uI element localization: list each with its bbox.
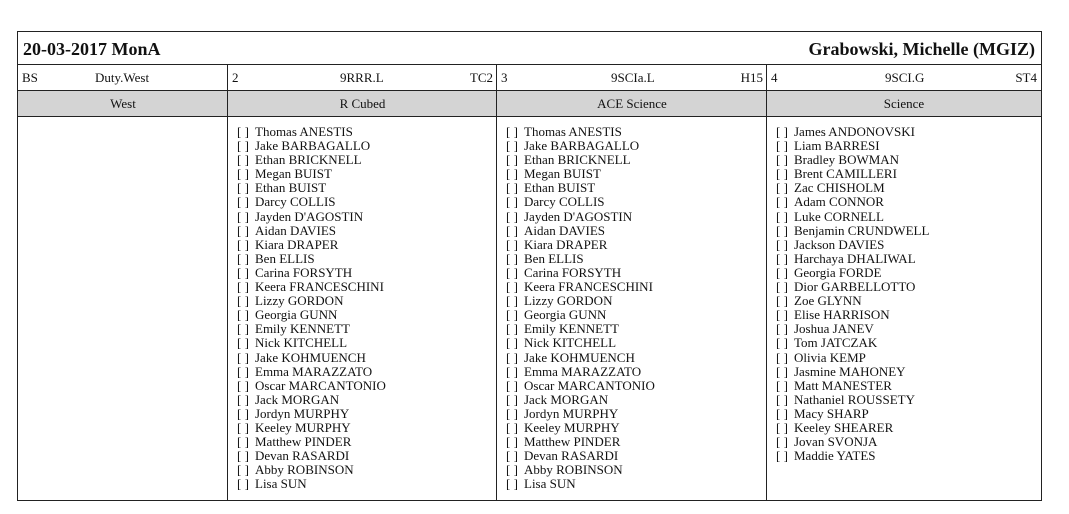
attendance-checkbox[interactable]: [ ] — [237, 307, 249, 323]
student-row — [237, 224, 386, 238]
student-name: Brent CAMILLERI — [794, 166, 897, 182]
class-name-cell-3 — [497, 91, 767, 116]
student-name: Jordyn MURPHY — [255, 405, 350, 421]
student-row — [237, 463, 386, 477]
student-name: Carina FORSYTH — [524, 264, 622, 280]
student-row — [776, 167, 929, 181]
student-row — [776, 181, 929, 195]
student-row — [506, 167, 655, 181]
period-number: 2 — [232, 70, 239, 85]
attendance-checkbox[interactable]: [ ] — [237, 166, 249, 182]
student-row — [237, 407, 386, 421]
student-name: Tom JATCZAK — [794, 335, 878, 351]
student-row — [776, 308, 929, 322]
attendance-checkbox[interactable]: [ ] — [506, 462, 518, 478]
attendance-checkbox[interactable]: [ ] — [237, 236, 249, 252]
student-row — [506, 210, 655, 224]
student-row — [776, 252, 929, 266]
attendance-checkbox[interactable]: [ ] — [237, 448, 249, 464]
attendance-checkbox[interactable]: [ ] — [237, 391, 249, 407]
student-list-col2 — [237, 125, 386, 491]
attendance-checkbox[interactable]: [ ] — [776, 208, 788, 224]
student-name: Harchaya DHALIWAL — [794, 250, 916, 266]
student-row — [776, 322, 929, 336]
class-code: 9SCI.G — [885, 70, 925, 85]
student-row — [506, 365, 655, 379]
attendance-checkbox[interactable]: [ ] — [776, 194, 788, 210]
student-row — [506, 181, 655, 195]
attendance-checkbox[interactable]: [ ] — [776, 222, 788, 238]
attendance-checkbox[interactable]: [ ] — [237, 419, 249, 435]
student-row — [237, 280, 386, 294]
attendance-checkbox[interactable]: [ ] — [506, 349, 518, 365]
student-row — [237, 379, 386, 393]
student-name: Kiara DRAPER — [255, 236, 339, 252]
student-row — [776, 224, 929, 238]
student-name: Jayden D'AGOSTIN — [255, 208, 364, 224]
student-row — [506, 195, 655, 209]
attendance-checkbox[interactable]: [ ] — [776, 321, 788, 337]
student-name: Carina FORSYTH — [255, 264, 353, 280]
student-name: Devan RASARDI — [524, 448, 619, 464]
attendance-checkbox[interactable]: [ ] — [237, 180, 249, 196]
student-name: Megan BUIST — [524, 166, 601, 182]
student-name: Thomas ANESTIS — [255, 124, 353, 139]
attendance-checkbox[interactable]: [ ] — [506, 166, 518, 182]
student-name: Georgia GUNN — [255, 307, 338, 323]
student-row — [506, 449, 655, 463]
student-name: Matthew PINDER — [255, 434, 352, 450]
attendance-checkbox[interactable]: [ ] — [776, 166, 788, 182]
period-cell-4 — [767, 65, 1041, 90]
attendance-checkbox[interactable]: [ ] — [776, 250, 788, 266]
attendance-checkbox[interactable]: [ ] — [506, 236, 518, 252]
attendance-checkbox[interactable]: [ ] — [776, 405, 788, 421]
attendance-checkbox[interactable]: [ ] — [237, 335, 249, 351]
student-row — [506, 336, 655, 350]
student-name: Jasmine MAHONEY — [794, 363, 906, 379]
attendance-checkbox[interactable]: [ ] — [776, 377, 788, 393]
class-name-cell-bs — [18, 91, 228, 116]
student-list-col4 — [776, 125, 929, 463]
student-name: Emma MARAZZATO — [255, 363, 373, 379]
period-cell-2 — [228, 65, 497, 90]
student-row — [237, 210, 386, 224]
student-row — [237, 139, 386, 153]
attendance-checkbox[interactable]: [ ] — [776, 391, 788, 407]
attendance-checkbox[interactable]: [ ] — [506, 250, 518, 266]
period-number: 3 — [501, 70, 508, 85]
student-row — [776, 393, 929, 407]
student-name: Elise HARRISON — [794, 307, 890, 323]
class-name: R Cubed — [339, 96, 386, 111]
attendance-checkbox[interactable]: [ ] — [506, 222, 518, 238]
class-name: ACE Science — [597, 96, 667, 111]
student-row — [506, 280, 655, 294]
attendance-checkbox[interactable]: [ ] — [237, 222, 249, 238]
attendance-checkbox[interactable]: [ ] — [506, 363, 518, 379]
attendance-checkbox[interactable]: [ ] — [776, 124, 788, 139]
student-row — [237, 195, 386, 209]
attendance-checkbox[interactable]: [ ] — [506, 419, 518, 435]
student-name: Lisa SUN — [255, 476, 307, 492]
class-name-row — [18, 91, 1041, 117]
student-row — [237, 167, 386, 181]
attendance-checkbox[interactable]: [ ] — [506, 321, 518, 337]
student-row — [506, 351, 655, 365]
attendance-checkbox[interactable]: [ ] — [506, 194, 518, 210]
attendance-checkbox[interactable]: [ ] — [237, 194, 249, 210]
attendance-checkbox[interactable]: [ ] — [506, 405, 518, 421]
attendance-checkbox[interactable]: [ ] — [776, 448, 788, 464]
attendance-checkbox[interactable]: [ ] — [776, 434, 788, 450]
student-name: Jack MORGAN — [255, 391, 340, 407]
student-row — [776, 125, 929, 139]
student-row — [237, 336, 386, 350]
attendance-checkbox[interactable]: [ ] — [506, 391, 518, 407]
period-info-row — [18, 65, 1041, 91]
student-name: Keeley MURPHY — [255, 419, 351, 435]
student-row — [506, 139, 655, 153]
student-name: James ANDONOVSKI — [794, 124, 915, 139]
student-name: Aidan DAVIES — [255, 222, 337, 238]
student-row — [776, 266, 929, 280]
student-row — [776, 139, 929, 153]
teacher-name: Grabowski, Michelle (MGIZ) — [808, 39, 1035, 59]
room-code: TC2 — [469, 70, 493, 85]
attendance-checkbox[interactable]: [ ] — [237, 138, 249, 154]
attendance-checkbox[interactable]: [ ] — [237, 434, 249, 450]
class-name-cell-4 — [767, 91, 1041, 116]
attendance-checkbox[interactable]: [ ] — [506, 476, 518, 492]
student-name: Ben ELLIS — [524, 250, 584, 266]
student-name: Jake BARBAGALLO — [524, 138, 640, 154]
attendance-checkbox[interactable]: [ ] — [506, 208, 518, 224]
student-row — [506, 294, 655, 308]
attendance-checkbox[interactable]: [ ] — [776, 279, 788, 295]
attendance-checkbox[interactable]: [ ] — [506, 124, 518, 139]
student-row — [506, 252, 655, 266]
student-row — [237, 393, 386, 407]
student-row — [237, 266, 386, 280]
student-row — [776, 294, 929, 308]
attendance-checkbox[interactable]: [ ] — [506, 180, 518, 196]
student-name: Ethan BRICKNELL — [524, 152, 631, 168]
attendance-checkbox[interactable]: [ ] — [237, 208, 249, 224]
student-row — [776, 449, 929, 463]
attendance-checkbox[interactable]: [ ] — [237, 363, 249, 379]
student-name: Jayden D'AGOSTIN — [524, 208, 633, 224]
student-row — [237, 365, 386, 379]
student-name: Thomas ANESTIS — [524, 124, 622, 139]
attendance-checkbox[interactable]: [ ] — [506, 434, 518, 450]
student-row — [237, 294, 386, 308]
student-name: Emma MARAZZATO — [524, 363, 642, 379]
student-name: Jake KOHMUENCH — [255, 349, 366, 365]
student-row — [237, 435, 386, 449]
attendance-checkbox[interactable]: [ ] — [506, 377, 518, 393]
student-row — [237, 181, 386, 195]
student-name: Keeley MURPHY — [524, 419, 620, 435]
student-name: Megan BUIST — [255, 166, 332, 182]
student-name: Nathaniel ROUSSETY — [794, 391, 915, 407]
student-name: Ethan BUIST — [255, 180, 327, 196]
student-name: Jordyn MURPHY — [524, 405, 619, 421]
attendance-checkbox[interactable]: [ ] — [776, 335, 788, 351]
timetable-sheet — [17, 31, 1042, 501]
student-name: Joshua JANEV — [794, 321, 874, 337]
student-name: Devan RASARDI — [255, 448, 350, 464]
column-divider — [496, 65, 497, 500]
period-cell-bs — [18, 65, 228, 90]
student-name: Ben ELLIS — [255, 250, 315, 266]
student-row — [506, 322, 655, 336]
student-name: Emily KENNETT — [524, 321, 619, 337]
attendance-checkbox[interactable]: [ ] — [776, 293, 788, 309]
class-code: Duty.West — [95, 70, 150, 85]
student-row — [776, 195, 929, 209]
student-row — [237, 449, 386, 463]
attendance-checkbox[interactable]: [ ] — [776, 264, 788, 280]
student-name: Emily KENNETT — [255, 321, 350, 337]
student-name: Keeley SHEARER — [794, 419, 894, 435]
student-row — [506, 379, 655, 393]
column-divider — [766, 65, 767, 500]
attendance-checkbox[interactable]: [ ] — [776, 152, 788, 168]
student-row — [776, 421, 929, 435]
attendance-checkbox[interactable]: [ ] — [776, 363, 788, 379]
room-code: ST4 — [1015, 70, 1037, 85]
student-name: Ethan BUIST — [524, 180, 596, 196]
class-name: Science — [883, 96, 925, 111]
attendance-checkbox[interactable]: [ ] — [776, 349, 788, 365]
student-row — [506, 125, 655, 139]
attendance-checkbox[interactable]: [ ] — [776, 236, 788, 252]
student-row — [776, 153, 929, 167]
attendance-checkbox[interactable]: [ ] — [237, 279, 249, 295]
student-name: Macy SHARP — [794, 405, 869, 421]
attendance-checkbox[interactable]: [ ] — [506, 138, 518, 154]
student-name: Benjamin CRUNDWELL — [794, 222, 930, 238]
student-name: Jake KOHMUENCH — [524, 349, 635, 365]
attendance-checkbox[interactable]: [ ] — [237, 462, 249, 478]
column-divider — [227, 65, 228, 500]
attendance-checkbox[interactable]: [ ] — [237, 349, 249, 365]
student-name: Maddie YATES — [794, 448, 876, 464]
class-code: 9RRR.L — [340, 70, 384, 85]
attendance-checkbox[interactable]: [ ] — [237, 264, 249, 280]
student-name: Liam BARRESI — [794, 138, 880, 154]
student-row — [506, 238, 655, 252]
student-row — [506, 393, 655, 407]
student-name: Matt MANESTER — [794, 377, 892, 393]
student-list-col3 — [506, 125, 655, 491]
student-row — [237, 252, 386, 266]
student-row — [237, 421, 386, 435]
student-row — [776, 336, 929, 350]
class-name: West — [110, 96, 136, 111]
student-row — [776, 238, 929, 252]
student-row — [237, 322, 386, 336]
student-row — [776, 351, 929, 365]
student-row — [776, 280, 929, 294]
student-name: Matthew PINDER — [524, 434, 621, 450]
student-name: Georgia GUNN — [524, 307, 607, 323]
date-heading: 20-03-2017 MonA — [23, 39, 161, 59]
student-name: Darcy COLLIS — [255, 194, 336, 210]
student-row — [237, 477, 386, 491]
student-row — [237, 125, 386, 139]
student-name: Lizzy GORDON — [255, 293, 344, 309]
attendance-checkbox[interactable]: [ ] — [776, 419, 788, 435]
student-row — [237, 308, 386, 322]
student-row — [506, 463, 655, 477]
student-name: Lisa SUN — [524, 476, 576, 492]
student-name: Bradley BOWMAN — [794, 152, 900, 168]
student-name: Keera FRANCESCHINI — [524, 279, 653, 295]
student-row — [506, 477, 655, 491]
attendance-checkbox[interactable]: [ ] — [506, 152, 518, 168]
student-name: Luke CORNELL — [794, 208, 884, 224]
student-row — [776, 435, 929, 449]
attendance-checkbox[interactable]: [ ] — [237, 321, 249, 337]
student-row — [776, 379, 929, 393]
student-name: Jovan SVONJA — [794, 434, 878, 450]
student-row — [506, 153, 655, 167]
student-row — [506, 224, 655, 238]
student-name: Oscar MARCANTONIO — [255, 377, 386, 393]
student-row — [506, 421, 655, 435]
student-name: Abby ROBINSON — [255, 462, 354, 478]
attendance-checkbox[interactable]: [ ] — [776, 307, 788, 323]
class-name-cell-2 — [228, 91, 497, 116]
student-name: Jackson DAVIES — [794, 236, 885, 252]
attendance-checkbox[interactable]: [ ] — [237, 377, 249, 393]
student-name: Jake BARBAGALLO — [255, 138, 371, 154]
student-name: Keera FRANCESCHINI — [255, 279, 384, 295]
student-row — [776, 407, 929, 421]
student-name: Adam CONNOR — [794, 194, 884, 210]
student-name: Abby ROBINSON — [524, 462, 623, 478]
attendance-checkbox[interactable]: [ ] — [237, 250, 249, 266]
student-row — [506, 435, 655, 449]
student-name: Darcy COLLIS — [524, 194, 605, 210]
student-row — [237, 153, 386, 167]
student-name: Olivia KEMP — [794, 349, 866, 365]
student-name: Zac CHISHOLM — [794, 180, 885, 196]
attendance-checkbox[interactable]: [ ] — [776, 138, 788, 154]
student-row — [776, 210, 929, 224]
student-name: Zoe GLYNN — [794, 293, 862, 309]
attendance-checkbox[interactable]: [ ] — [506, 264, 518, 280]
attendance-checkbox[interactable]: [ ] — [506, 293, 518, 309]
student-name: Oscar MARCANTONIO — [524, 377, 655, 393]
student-name: Kiara DRAPER — [524, 236, 608, 252]
attendance-checkbox[interactable]: [ ] — [237, 152, 249, 168]
student-name: Aidan DAVIES — [524, 222, 606, 238]
student-name: Dior GARBELLOTTO — [794, 279, 916, 295]
attendance-checkbox[interactable]: [ ] — [506, 335, 518, 351]
student-row — [237, 351, 386, 365]
student-name: Jack MORGAN — [524, 391, 609, 407]
class-code: 9SCIa.L — [611, 70, 655, 85]
student-row — [237, 238, 386, 252]
student-name: Ethan BRICKNELL — [255, 152, 362, 168]
student-name: Nick KITCHELL — [255, 335, 348, 351]
attendance-checkbox[interactable]: [ ] — [237, 124, 249, 139]
student-name: Georgia FORDE — [794, 264, 882, 280]
student-name: Nick KITCHELL — [524, 335, 617, 351]
attendance-checkbox[interactable]: [ ] — [776, 180, 788, 196]
attendance-checkbox[interactable]: [ ] — [237, 293, 249, 309]
title-bar — [18, 32, 1041, 65]
room-code: H15 — [740, 70, 763, 85]
attendance-checkbox[interactable]: [ ] — [506, 279, 518, 295]
period-number: 4 — [771, 70, 778, 85]
student-row — [506, 308, 655, 322]
period-cell-3 — [497, 65, 767, 90]
student-row — [506, 407, 655, 421]
attendance-checkbox[interactable]: [ ] — [237, 476, 249, 492]
student-row — [506, 266, 655, 280]
period-number: BS — [22, 70, 38, 85]
attendance-checkbox[interactable]: [ ] — [237, 405, 249, 421]
student-row — [776, 365, 929, 379]
attendance-checkbox[interactable]: [ ] — [506, 307, 518, 323]
attendance-checkbox[interactable]: [ ] — [506, 448, 518, 464]
student-name: Lizzy GORDON — [524, 293, 613, 309]
